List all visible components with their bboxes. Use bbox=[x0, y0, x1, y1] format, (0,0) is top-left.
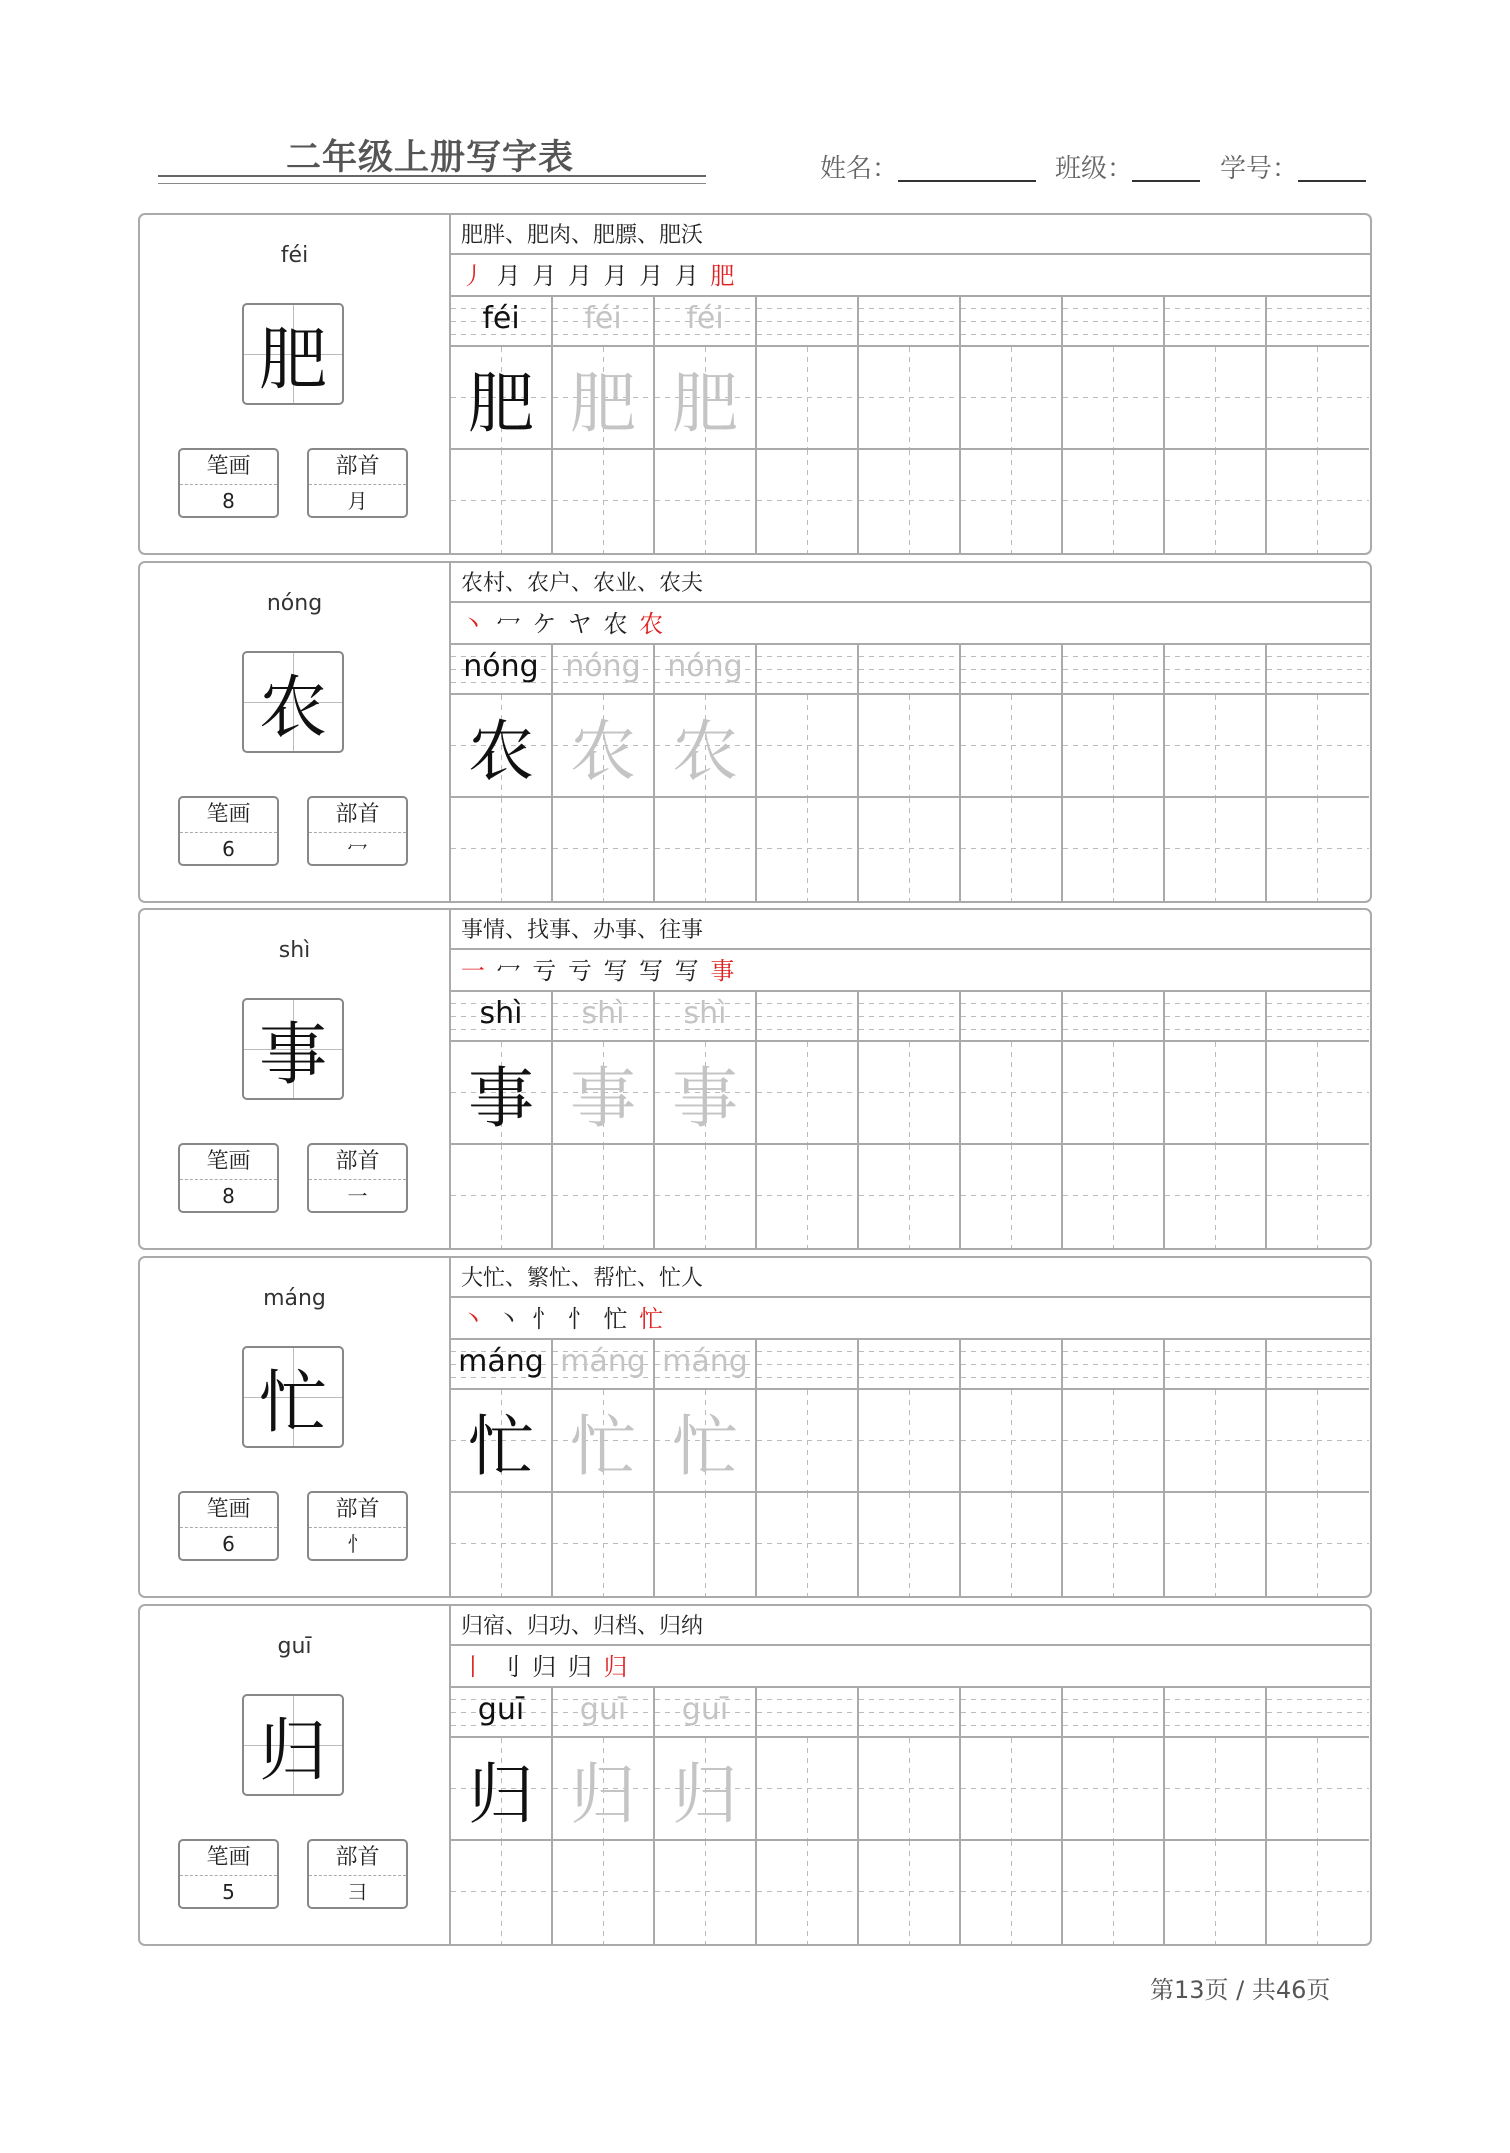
character-practice-cell[interactable] bbox=[757, 1493, 859, 1596]
radical-value: 月 bbox=[347, 489, 368, 513]
character-practice-cell[interactable] bbox=[655, 798, 757, 901]
stroke-order-first: 丨 bbox=[461, 1653, 487, 1681]
character-practice-cell[interactable] bbox=[961, 1738, 1063, 1841]
character-practice-cell[interactable] bbox=[655, 1493, 757, 1596]
stroke-order bbox=[451, 1646, 1372, 1688]
pinyin-practice-cell[interactable] bbox=[1063, 1688, 1165, 1738]
pinyin-practice-cell[interactable] bbox=[859, 1688, 961, 1738]
radical-label: 部首 bbox=[309, 1145, 406, 1180]
pinyin-practice-cell[interactable] bbox=[1165, 297, 1267, 347]
stroke-count-value: 6 bbox=[222, 1532, 235, 1556]
stroke-count-value: 8 bbox=[222, 489, 235, 513]
character-practice-cell[interactable] bbox=[961, 1493, 1063, 1596]
stroke-order bbox=[451, 950, 1372, 992]
pinyin-practice-cell[interactable] bbox=[451, 645, 553, 695]
character-practice-cell[interactable] bbox=[1063, 1390, 1165, 1493]
page-number: 第13页 / 共46页 bbox=[1150, 1976, 1331, 2004]
stroke-count-label: 笔画 bbox=[180, 1145, 277, 1180]
character-practice-cell[interactable] bbox=[1063, 1145, 1165, 1248]
stroke-order-final: 肥 bbox=[710, 262, 737, 290]
character-entry bbox=[138, 1256, 1372, 1598]
radical-box bbox=[307, 448, 408, 518]
pinyin-practice-cell[interactable] bbox=[757, 1340, 859, 1390]
pinyin-practice-cell[interactable] bbox=[757, 645, 859, 695]
stroke-count-box bbox=[178, 796, 279, 866]
character-practice-cell[interactable] bbox=[1165, 347, 1267, 450]
pinyin-practice-cell[interactable] bbox=[1063, 645, 1165, 695]
stroke-order-steps-2: 写 写 bbox=[629, 957, 701, 985]
character-model: 肥 bbox=[468, 365, 534, 442]
character-practice-cell[interactable] bbox=[553, 347, 655, 450]
pinyin-practice-cell[interactable] bbox=[655, 297, 757, 347]
character-practice-cell[interactable] bbox=[553, 1493, 655, 1596]
pinyin-practice-cell[interactable] bbox=[1267, 645, 1369, 695]
word-examples: 大忙、繁忙、帮忙、忙人 bbox=[451, 1258, 1372, 1298]
name-label: 姓名： bbox=[820, 154, 899, 184]
character-pinyin: féi bbox=[280, 243, 309, 268]
radical-box bbox=[307, 1491, 408, 1561]
pinyin-practice-cell[interactable] bbox=[655, 1688, 757, 1738]
character-practice-cell[interactable] bbox=[1267, 1042, 1369, 1145]
radical-label: 部首 bbox=[309, 1493, 406, 1528]
character-practice-cell[interactable] bbox=[757, 450, 859, 553]
character-practice-cell[interactable] bbox=[1165, 1841, 1267, 1944]
pinyin-model: nóng bbox=[463, 649, 539, 684]
stroke-count-box bbox=[178, 1491, 279, 1561]
pinyin-practice-cell[interactable] bbox=[859, 645, 961, 695]
character-practice-cell[interactable] bbox=[757, 1738, 859, 1841]
stroke-order-final: 归 bbox=[603, 1653, 630, 1681]
character-practice-cell[interactable] bbox=[553, 695, 655, 798]
character-practice-cell[interactable] bbox=[1165, 798, 1267, 901]
stroke-count-label: 笔画 bbox=[180, 450, 277, 485]
pinyin-practice-cell[interactable] bbox=[655, 1340, 757, 1390]
pinyin-practice-cell[interactable] bbox=[1063, 992, 1165, 1042]
stroke-order-steps: 月 月 月 月 bbox=[487, 262, 630, 290]
character-trace: 农 bbox=[570, 713, 636, 790]
pinyin-practice-cell[interactable] bbox=[961, 992, 1063, 1042]
character-practice-cell[interactable] bbox=[553, 450, 655, 553]
character-practice-cell[interactable] bbox=[451, 1493, 553, 1596]
pinyin-practice-cell[interactable] bbox=[1267, 1688, 1369, 1738]
pinyin-practice-cell[interactable] bbox=[1063, 1340, 1165, 1390]
pinyin-practice-cell[interactable] bbox=[757, 992, 859, 1042]
pinyin-trace: féi bbox=[686, 301, 724, 336]
character-practice-cell[interactable] bbox=[1267, 1390, 1369, 1493]
radical-label: 部首 bbox=[309, 798, 406, 833]
pinyin-model: guī bbox=[477, 1692, 525, 1727]
character-practice-cell[interactable] bbox=[859, 450, 961, 553]
practice-grid bbox=[451, 1688, 1372, 1946]
character-practice-cell[interactable] bbox=[655, 347, 757, 450]
pinyin-practice-cell[interactable] bbox=[757, 297, 859, 347]
radical-value: 冖 bbox=[347, 837, 368, 861]
character-box bbox=[242, 1694, 344, 1796]
character-entry bbox=[138, 561, 1372, 903]
pinyin-practice-cell[interactable] bbox=[961, 297, 1063, 347]
character-practice-cell[interactable] bbox=[757, 1145, 859, 1248]
stroke-count-box bbox=[178, 448, 279, 518]
practice-grid bbox=[451, 645, 1372, 903]
character-practice-cell[interactable] bbox=[961, 1145, 1063, 1248]
character-practice-cell[interactable] bbox=[655, 695, 757, 798]
stroke-order bbox=[451, 603, 1372, 645]
stroke-order-final: 事 bbox=[710, 957, 737, 985]
character-trace: 肥 bbox=[672, 365, 738, 442]
practice-area bbox=[451, 910, 1372, 1248]
stroke-count-value: 5 bbox=[222, 1880, 235, 1904]
practice-area bbox=[451, 215, 1372, 553]
pinyin-practice-cell[interactable] bbox=[859, 992, 961, 1042]
pinyin-trace: nóng bbox=[667, 649, 743, 684]
character-trace: 事 bbox=[570, 1060, 636, 1137]
pinyin-practice-cell[interactable] bbox=[1267, 297, 1369, 347]
character-practice-cell[interactable] bbox=[1063, 450, 1165, 553]
character-practice-cell[interactable] bbox=[859, 695, 961, 798]
pinyin-practice-cell[interactable] bbox=[1165, 992, 1267, 1042]
pinyin-model: shì bbox=[479, 996, 523, 1031]
practice-area bbox=[451, 1258, 1372, 1596]
character-entry bbox=[138, 1604, 1372, 1946]
character-practice-cell[interactable] bbox=[655, 1390, 757, 1493]
stroke-count-label: 笔画 bbox=[180, 1841, 277, 1876]
stroke-order-steps-2: 月 月 bbox=[629, 262, 701, 290]
page-title: 二年级上册写字表 bbox=[286, 138, 575, 178]
stroke-order bbox=[451, 255, 1372, 297]
character-trace: 肥 bbox=[570, 365, 636, 442]
character-practice-cell[interactable] bbox=[655, 1738, 757, 1841]
pinyin-practice-cell[interactable] bbox=[757, 1688, 859, 1738]
character: 肥 bbox=[258, 320, 327, 400]
pinyin-practice-cell[interactable] bbox=[451, 992, 553, 1042]
character-practice-cell[interactable] bbox=[961, 798, 1063, 901]
stroke-order-final: 农 bbox=[639, 610, 666, 638]
stroke-order bbox=[451, 1298, 1372, 1340]
number-label: 学号： bbox=[1220, 154, 1299, 184]
character-model: 事 bbox=[468, 1060, 534, 1137]
name-field[interactable] bbox=[898, 180, 1036, 182]
stroke-order-steps: 冖 亏 亏 写 bbox=[487, 957, 630, 985]
character-practice-cell[interactable] bbox=[451, 347, 553, 450]
character-practice-cell[interactable] bbox=[1063, 1042, 1165, 1145]
character-practice-cell[interactable] bbox=[1063, 798, 1165, 901]
pinyin-practice-cell[interactable] bbox=[1165, 1340, 1267, 1390]
character-practice-cell[interactable] bbox=[1165, 1493, 1267, 1596]
stroke-order-steps: 冖 ケ ヤ bbox=[487, 610, 594, 638]
character-practice-cell[interactable] bbox=[757, 695, 859, 798]
pinyin-practice-cell[interactable] bbox=[1063, 297, 1165, 347]
radical-value: 忄 bbox=[347, 1532, 368, 1556]
character-pinyin: guī bbox=[277, 1634, 312, 1659]
character-practice-cell[interactable] bbox=[1267, 347, 1369, 450]
character-practice-cell[interactable] bbox=[859, 1493, 961, 1596]
character-box bbox=[242, 651, 344, 753]
character: 事 bbox=[258, 1015, 327, 1095]
pinyin-practice-cell[interactable] bbox=[1165, 1688, 1267, 1738]
word-examples: 肥胖、肥肉、肥膘、肥沃 bbox=[451, 215, 1372, 255]
character-model: 农 bbox=[468, 713, 534, 790]
stroke-order-first: 一 bbox=[461, 957, 487, 985]
character-model: 归 bbox=[468, 1756, 534, 1833]
stroke-order-first: 丿 bbox=[461, 262, 487, 290]
pinyin-practice-cell[interactable] bbox=[859, 297, 961, 347]
character-practice-cell[interactable] bbox=[859, 1145, 961, 1248]
stroke-count-box bbox=[178, 1143, 279, 1213]
practice-grid bbox=[451, 297, 1372, 555]
pinyin-trace: nóng bbox=[565, 649, 641, 684]
radical-box bbox=[307, 796, 408, 866]
character-card bbox=[140, 563, 451, 901]
pinyin-practice-cell[interactable] bbox=[961, 645, 1063, 695]
word-examples: 事情、找事、办事、往事 bbox=[451, 910, 1372, 950]
character-practice-cell[interactable] bbox=[451, 1841, 553, 1944]
radical-value: 一 bbox=[347, 1184, 368, 1208]
stroke-count-label: 笔画 bbox=[180, 798, 277, 833]
character-practice-cell[interactable] bbox=[655, 1042, 757, 1145]
character-practice-cell[interactable] bbox=[1267, 1738, 1369, 1841]
character-practice-cell[interactable] bbox=[1165, 695, 1267, 798]
title-underline bbox=[158, 175, 706, 177]
character-practice-cell[interactable] bbox=[859, 798, 961, 901]
character-practice-cell[interactable] bbox=[1267, 695, 1369, 798]
pinyin-practice-cell[interactable] bbox=[553, 297, 655, 347]
pinyin-practice-cell[interactable] bbox=[451, 1688, 553, 1738]
pinyin-trace: shì bbox=[581, 996, 625, 1031]
character-practice-cell[interactable] bbox=[961, 450, 1063, 553]
pinyin-trace: shì bbox=[683, 996, 727, 1031]
character-practice-cell[interactable] bbox=[1165, 1390, 1267, 1493]
stroke-order-final: 忙 bbox=[639, 1305, 666, 1333]
character-practice-cell[interactable] bbox=[757, 798, 859, 901]
character-practice-cell[interactable] bbox=[451, 450, 553, 553]
character: 归 bbox=[258, 1711, 327, 1791]
character-practice-cell[interactable] bbox=[1063, 695, 1165, 798]
character-practice-cell[interactable] bbox=[1165, 1145, 1267, 1248]
pinyin-model: féi bbox=[482, 301, 520, 336]
pinyin-trace: máng bbox=[662, 1344, 748, 1379]
stroke-count-box bbox=[178, 1839, 279, 1909]
character-practice-cell[interactable] bbox=[451, 1042, 553, 1145]
class-label: 班级： bbox=[1055, 154, 1134, 184]
character-card bbox=[140, 1606, 451, 1944]
character-pinyin: shì bbox=[278, 938, 311, 963]
character-practice-cell[interactable] bbox=[961, 1841, 1063, 1944]
character-practice-cell[interactable] bbox=[1165, 1042, 1267, 1145]
character-pinyin: máng bbox=[263, 1286, 326, 1311]
character-trace: 事 bbox=[672, 1060, 738, 1137]
pinyin-practice-cell[interactable] bbox=[451, 1340, 553, 1390]
stroke-count-value: 6 bbox=[222, 837, 235, 861]
character-practice-cell[interactable] bbox=[757, 1841, 859, 1944]
pinyin-practice-cell[interactable] bbox=[1165, 645, 1267, 695]
practice-area bbox=[451, 1606, 1372, 1944]
pinyin-practice-cell[interactable] bbox=[1267, 1340, 1369, 1390]
character-practice-cell[interactable] bbox=[1267, 798, 1369, 901]
character-practice-cell[interactable] bbox=[553, 798, 655, 901]
character-box bbox=[242, 303, 344, 405]
character-box bbox=[242, 998, 344, 1100]
pinyin-practice-cell[interactable] bbox=[859, 1340, 961, 1390]
radical-label: 部首 bbox=[309, 450, 406, 485]
pinyin-practice-cell[interactable] bbox=[655, 645, 757, 695]
character-trace: 农 bbox=[672, 713, 738, 790]
character-practice-cell[interactable] bbox=[961, 1390, 1063, 1493]
pinyin-trace: féi bbox=[584, 301, 622, 336]
character-practice-cell[interactable] bbox=[1267, 1841, 1369, 1944]
character-practice-cell[interactable] bbox=[655, 1145, 757, 1248]
pinyin-practice-cell[interactable] bbox=[961, 1340, 1063, 1390]
stroke-order-first: 丶 bbox=[461, 610, 487, 638]
stroke-count-value: 8 bbox=[222, 1184, 235, 1208]
word-examples: 归宿、归功、归档、归纳 bbox=[451, 1606, 1372, 1646]
practice-area bbox=[451, 563, 1372, 901]
stroke-order-steps: 丶 忄 忄 bbox=[487, 1305, 594, 1333]
character-practice-cell[interactable] bbox=[961, 347, 1063, 450]
class-field[interactable] bbox=[1132, 180, 1200, 182]
stroke-order-steps-2: 忙 bbox=[593, 1305, 630, 1333]
stroke-count-label: 笔画 bbox=[180, 1493, 277, 1528]
character-practice-cell[interactable] bbox=[859, 1042, 961, 1145]
pinyin-practice-cell[interactable] bbox=[1267, 992, 1369, 1042]
word-examples: 农村、农户、农业、农夫 bbox=[451, 563, 1372, 603]
pinyin-practice-cell[interactable] bbox=[553, 992, 655, 1042]
character-practice-cell[interactable] bbox=[859, 347, 961, 450]
character-entry bbox=[138, 908, 1372, 1250]
character-practice-cell[interactable] bbox=[655, 450, 757, 553]
number-field[interactable] bbox=[1298, 180, 1366, 182]
character-practice-cell[interactable] bbox=[1063, 347, 1165, 450]
character-trace: 归 bbox=[570, 1756, 636, 1833]
character-trace: 忙 bbox=[672, 1408, 738, 1485]
radical-label: 部首 bbox=[309, 1841, 406, 1876]
practice-grid bbox=[451, 992, 1372, 1250]
character-practice-cell[interactable] bbox=[859, 1390, 961, 1493]
character-practice-cell[interactable] bbox=[757, 347, 859, 450]
character-practice-cell[interactable] bbox=[451, 1145, 553, 1248]
character-trace: 归 bbox=[672, 1756, 738, 1833]
radical-box bbox=[307, 1143, 408, 1213]
character-practice-cell[interactable] bbox=[1267, 1493, 1369, 1596]
character-practice-cell[interactable] bbox=[451, 1390, 553, 1493]
character: 农 bbox=[258, 668, 327, 748]
character-card bbox=[140, 910, 451, 1248]
character-practice-cell[interactable] bbox=[553, 1841, 655, 1944]
character-practice-cell[interactable] bbox=[859, 1738, 961, 1841]
character-practice-cell[interactable] bbox=[451, 798, 553, 901]
radical-value: 彐 bbox=[347, 1880, 368, 1904]
character-practice-cell[interactable] bbox=[1063, 1738, 1165, 1841]
character-practice-cell[interactable] bbox=[1165, 1738, 1267, 1841]
character-practice-cell[interactable] bbox=[451, 1738, 553, 1841]
title-underline-thin bbox=[158, 183, 706, 184]
character-practice-cell[interactable] bbox=[1063, 1841, 1165, 1944]
character-practice-cell[interactable] bbox=[553, 1738, 655, 1841]
character-practice-cell[interactable] bbox=[1267, 1145, 1369, 1248]
character-practice-cell[interactable] bbox=[961, 1042, 1063, 1145]
character-card bbox=[140, 215, 451, 553]
stroke-order-steps: 刂 归 归 bbox=[487, 1653, 594, 1681]
pinyin-practice-cell[interactable] bbox=[553, 645, 655, 695]
pinyin-practice-cell[interactable] bbox=[655, 992, 757, 1042]
pinyin-practice-cell[interactable] bbox=[553, 1340, 655, 1390]
character-practice-cell[interactable] bbox=[757, 1390, 859, 1493]
pinyin-practice-cell[interactable] bbox=[961, 1688, 1063, 1738]
character-entry bbox=[138, 213, 1372, 555]
character-practice-cell[interactable] bbox=[859, 1841, 961, 1944]
pinyin-practice-cell[interactable] bbox=[553, 1688, 655, 1738]
character: 忙 bbox=[258, 1363, 327, 1443]
pinyin-trace: guī bbox=[579, 1692, 627, 1727]
pinyin-trace: máng bbox=[560, 1344, 646, 1379]
pinyin-trace: guī bbox=[681, 1692, 729, 1727]
character-practice-cell[interactable] bbox=[961, 695, 1063, 798]
character-practice-cell[interactable] bbox=[553, 1145, 655, 1248]
character-practice-cell[interactable] bbox=[1063, 1493, 1165, 1596]
pinyin-practice-cell[interactable] bbox=[451, 297, 553, 347]
character-trace: 忙 bbox=[570, 1408, 636, 1485]
pinyin-model: máng bbox=[458, 1344, 544, 1379]
character-practice-cell[interactable] bbox=[655, 1841, 757, 1944]
character-box bbox=[242, 1346, 344, 1448]
stroke-order-steps-2: 农 bbox=[593, 610, 630, 638]
character-practice-cell[interactable] bbox=[1267, 450, 1369, 553]
stroke-order-first: 丶 bbox=[461, 1305, 487, 1333]
character-model: 忙 bbox=[468, 1408, 534, 1485]
practice-grid bbox=[451, 1340, 1372, 1598]
character-practice-cell[interactable] bbox=[553, 1042, 655, 1145]
character-practice-cell[interactable] bbox=[451, 695, 553, 798]
character-card bbox=[140, 1258, 451, 1596]
radical-box bbox=[307, 1839, 408, 1909]
character-practice-cell[interactable] bbox=[1165, 450, 1267, 553]
character-practice-cell[interactable] bbox=[553, 1390, 655, 1493]
character-practice-cell[interactable] bbox=[757, 1042, 859, 1145]
character-pinyin: nóng bbox=[266, 591, 323, 616]
